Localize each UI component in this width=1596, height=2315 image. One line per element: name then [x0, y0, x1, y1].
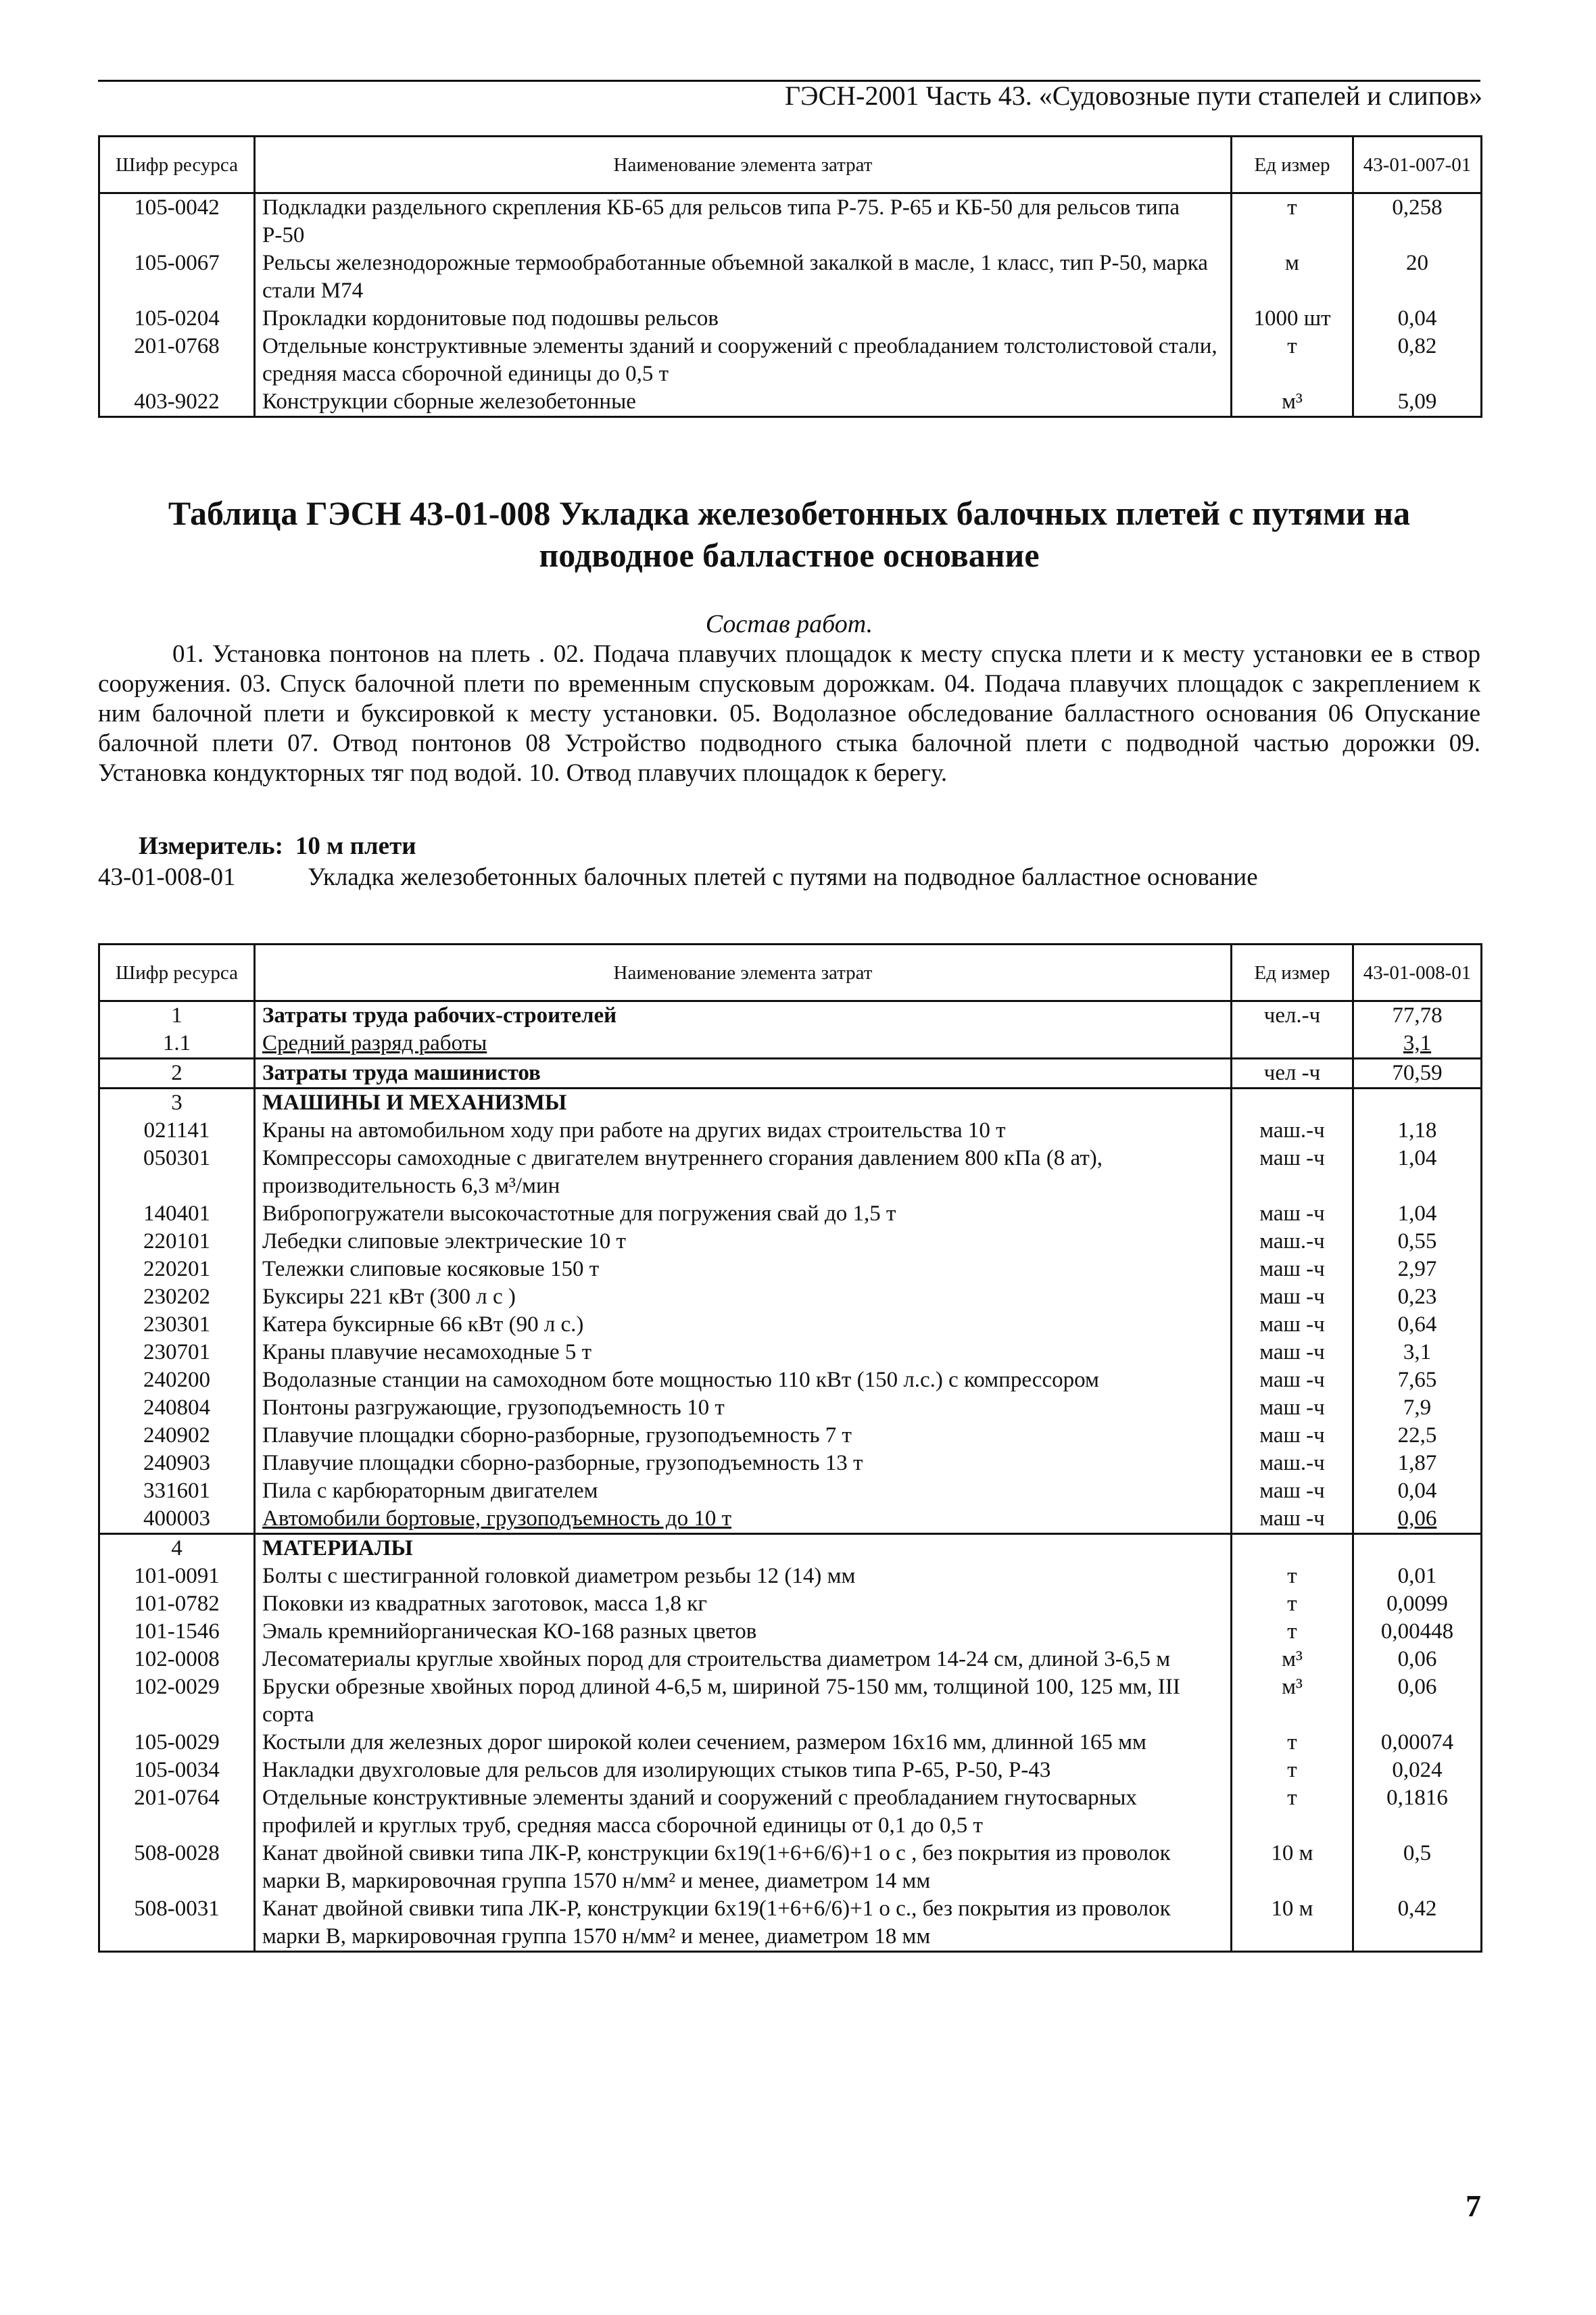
table-row — [99, 193, 1482, 250]
resource-name: Канат двойной свивки типа ЛК-Р, конструкции 6х19(1+6+6/6)+1 о с., без покрытия из проволок марки В, маркировочная группа 1570 н/мм² и менее, диаметром 18 мм — [255, 1895, 1232, 1952]
resource-value: 0,1816 — [1353, 1784, 1482, 1840]
table-row — [99, 1200, 1482, 1228]
composition-heading: Состав работ. — [705, 610, 873, 638]
resource-value: 5,09 — [1353, 388, 1482, 417]
resource-value: 7,65 — [1353, 1366, 1482, 1394]
resource-name: МАТЕРИАЛЫ — [255, 1534, 1232, 1563]
resource-name: Костыли для железных дорог широкой колеи сечением, размером 16х16 мм, длинной 165 мм — [255, 1729, 1232, 1757]
table-row — [99, 1228, 1482, 1256]
table-row — [99, 1784, 1482, 1840]
table-row — [99, 1283, 1482, 1311]
resource-value: 0,42 — [1353, 1895, 1482, 1952]
resource-name: Тележки слиповые косяковые 150 т — [255, 1256, 1232, 1283]
resource-name: Поковки из квадратных заготовок, масса 1,8 кг — [255, 1590, 1232, 1618]
resource-name: Затраты труда машинистов — [255, 1059, 1232, 1089]
header-name: Наименование элемента затрат — [255, 945, 1232, 1001]
table-row — [99, 1757, 1482, 1784]
table-row — [99, 1117, 1482, 1145]
resource-name: Понтоны разгружающие, грузоподъемность 10 т — [255, 1394, 1232, 1422]
resource-value: 0,0099 — [1353, 1590, 1482, 1618]
resource-unit: маш -ч — [1232, 1394, 1353, 1422]
meter-label: Измеритель: — [139, 832, 283, 860]
resource-code: 508-0031 — [99, 1895, 255, 1952]
resource-value: 0,06 — [1353, 1673, 1482, 1729]
resource-name: Болты с шестигранной головкой диаметром резьбы 12 (14) мм — [255, 1562, 1232, 1590]
resource-name: Лебедки слиповые электрические 10 т — [255, 1228, 1232, 1256]
resource-code: 220101 — [99, 1228, 255, 1256]
resource-value: 0,55 — [1353, 1228, 1482, 1256]
table-row — [99, 1673, 1482, 1729]
composition-text: 01. Установка понтонов на плеть . 02. Подача плавучих площадок к месту спуска плети и к месту установки ее в створ сооружения. 03. Спуск балочной плети по временным спусковым дорожкам. 04. Подача плавучих площадок с закреплением к ним балочной плети и буксировкой к месту установки. 05. Водолазное обследование балластного основания 06 Опускание балочной плети 07. Отвод понтонов 08 Устройство подводного стыка балочной плети с подводной частью дорожки 09. Установка кондукторных тяг под водой. 10. Отвод плавучих площадок к берегу. — [98, 640, 1480, 787]
resource-code: 220201 — [99, 1256, 255, 1283]
resource-value: 1,04 — [1353, 1145, 1482, 1200]
table-row — [99, 1311, 1482, 1339]
resource-unit: маш -ч — [1232, 1311, 1353, 1339]
resource-code: 201-0768 — [99, 333, 255, 388]
resource-value: 0,82 — [1353, 333, 1482, 388]
resource-code: 331601 — [99, 1477, 255, 1505]
table-row — [99, 1618, 1482, 1646]
resource-unit — [1232, 1534, 1353, 1563]
resource-value: 0,258 — [1353, 193, 1482, 250]
resource-unit: т — [1232, 1562, 1353, 1590]
resource-name: Подкладки раздельного скрепления КБ-65 для рельсов типа Р-75. Р-65 и КБ-50 для рельсов типа Р-50 — [255, 193, 1232, 250]
resource-code: 2 — [99, 1059, 255, 1089]
resource-name: Краны на автомобильном ходу при работе на других видах строительства 10 т — [255, 1117, 1232, 1145]
resource-name: Конструкции сборные железобетонные — [255, 388, 1232, 417]
resource-value: 77,78 — [1353, 1001, 1482, 1030]
resource-code: 105-0204 — [99, 305, 255, 333]
resource-value: 0,04 — [1353, 305, 1482, 333]
resource-unit: маш -ч — [1232, 1256, 1353, 1283]
resource-unit: т — [1232, 1729, 1353, 1757]
resource-unit: т — [1232, 333, 1353, 388]
resource-unit — [1232, 1089, 1353, 1118]
resource-name: Канат двойной свивки типа ЛК-Р, конструкции 6х19(1+6+6/6)+1 о с , без покрытия из проволок марки В, маркировочная группа 1570 н/мм² и менее, диаметром 14 мм — [255, 1840, 1232, 1895]
resource-unit: маш -ч — [1232, 1200, 1353, 1228]
resource-code: 230202 — [99, 1283, 255, 1311]
resource-code: 140401 — [99, 1200, 255, 1228]
resource-unit: маш -ч — [1232, 1477, 1353, 1505]
resource-code: 240804 — [99, 1394, 255, 1422]
resource-name: Пила с карбюраторным двигателем — [255, 1477, 1232, 1505]
resource-name: Вибропогружатели высокочастотные для погружения свай до 1,5 т — [255, 1200, 1232, 1228]
resource-code: 403-9022 — [99, 388, 255, 417]
resource-name: Лесоматериалы круглые хвойных пород для строительства диаметром 14-24 см, длиной 3-6,5 м — [255, 1646, 1232, 1673]
resource-value: 1,18 — [1353, 1117, 1482, 1145]
resource-code: 1.1 — [99, 1030, 255, 1059]
resource-unit: т — [1232, 1757, 1353, 1784]
resource-name: Плавучие площадки сборно-разборные, грузоподъемность 7 т — [255, 1422, 1232, 1450]
table-row — [99, 1895, 1482, 1952]
resource-value: 0,23 — [1353, 1283, 1482, 1311]
table-row — [99, 1256, 1482, 1283]
resource-unit: маш -ч — [1232, 1145, 1353, 1200]
norm-name: Укладка железобетонных балочных плетей с путями на подводное балластное основание — [308, 863, 1258, 891]
resource-code: 102-0008 — [99, 1646, 255, 1673]
resource-value — [1353, 1089, 1482, 1118]
resource-unit: 10 м — [1232, 1840, 1353, 1895]
table-row — [99, 1030, 1482, 1059]
resource-unit: 10 м — [1232, 1895, 1353, 1952]
table-row — [99, 1590, 1482, 1618]
resource-code: 400003 — [99, 1505, 255, 1534]
resource-name: Затраты труда рабочих-строителей — [255, 1001, 1232, 1030]
header-code: Шифр ресурса — [99, 137, 255, 193]
resource-value: 3,1 — [1353, 1030, 1482, 1059]
resource-unit: т — [1232, 1784, 1353, 1840]
table-row — [99, 1366, 1482, 1394]
resource-value: 20 — [1353, 249, 1482, 305]
resource-value: 22,5 — [1353, 1422, 1482, 1450]
resource-name: Плавучие площадки сборно-разборные, грузоподъемность 13 т — [255, 1450, 1232, 1477]
resource-name: Средний разряд работы — [255, 1030, 1232, 1059]
header-name: Наименование элемента затрат — [255, 137, 1232, 193]
resource-code: 105-0067 — [99, 249, 255, 305]
resource-value: 1,87 — [1353, 1450, 1482, 1477]
section-title: Таблица ГЭСН 43-01-008 Укладка железобетонных балочных плетей с путями на подводное балластное основание — [168, 494, 1411, 574]
resource-code: 105-0029 — [99, 1729, 255, 1757]
resource-code: 240200 — [99, 1366, 255, 1394]
resource-name: Отдельные конструктивные элементы зданий и сооружений с преобладанием гнутосварных профилей и круглых труб, средняя масса сборочной единицы от 0,1 до 0,5 т — [255, 1784, 1232, 1840]
resource-code: 230701 — [99, 1339, 255, 1366]
header-unit: Ед измер — [1232, 137, 1353, 193]
resource-value — [1353, 1534, 1482, 1563]
table-row — [99, 1646, 1482, 1673]
resource-value: 0,06 — [1353, 1505, 1482, 1534]
norm-code: 43-01-008-01 — [98, 863, 236, 891]
resource-value: 0,01 — [1353, 1562, 1482, 1590]
resource-name: Рельсы железнодорожные термообработанные объемной закалкой в масле, 1 класс, тип Р-50, марка стали М74 — [255, 249, 1232, 305]
header-rule — [98, 80, 1480, 82]
resource-code: 050301 — [99, 1145, 255, 1200]
resource-value: 0,024 — [1353, 1757, 1482, 1784]
resource-code: 105-0042 — [99, 193, 255, 250]
resource-unit — [1232, 1030, 1353, 1059]
resource-name: Катера буксирные 66 кВт (90 л с.) — [255, 1311, 1232, 1339]
resource-unit: маш -ч — [1232, 1283, 1353, 1311]
resource-code: 021141 — [99, 1117, 255, 1145]
resource-value: 1,04 — [1353, 1200, 1482, 1228]
resource-unit: м³ — [1232, 1673, 1353, 1729]
table-row — [99, 1477, 1482, 1505]
resource-unit: м³ — [1232, 388, 1353, 417]
table-row — [99, 249, 1482, 305]
page-number: 7 — [1466, 2189, 1481, 2223]
resource-unit: чел -ч — [1232, 1059, 1353, 1089]
table-row — [99, 1422, 1482, 1450]
table-row — [99, 388, 1482, 417]
resource-code: 105-0034 — [99, 1757, 255, 1784]
header-norm: 43-01-007-01 — [1353, 137, 1482, 193]
table-row — [99, 1145, 1482, 1200]
resource-code: 201-0764 — [99, 1784, 255, 1840]
running-header: ГЭСН-2001 Часть 43. «Судовозные пути стапелей и слипов» — [785, 80, 1482, 111]
table-row — [99, 1534, 1482, 1563]
norm-line — [98, 863, 1258, 892]
resource-value: 7,9 — [1353, 1394, 1482, 1422]
resource-unit: маш -ч — [1232, 1505, 1353, 1534]
table-row — [99, 1505, 1482, 1534]
resource-name: Отдельные конструктивные элементы зданий и сооружений с преобладанием толстолистовой стали, средняя масса сборочной единицы до 0,5 т — [255, 333, 1232, 388]
table-row — [99, 305, 1482, 333]
resource-code: 1 — [99, 1001, 255, 1030]
resource-unit: м³ — [1232, 1646, 1353, 1673]
resource-value: 0,5 — [1353, 1840, 1482, 1895]
table-row — [99, 1840, 1482, 1895]
meter-value: 10 м плети — [295, 832, 416, 860]
resource-value: 0,06 — [1353, 1646, 1482, 1673]
table-row — [99, 1729, 1482, 1757]
resource-value: 0,04 — [1353, 1477, 1482, 1505]
resource-unit: маш -ч — [1232, 1366, 1353, 1394]
table-row — [99, 1562, 1482, 1590]
table-row — [99, 1089, 1482, 1118]
resource-name: Накладки двухголовые для рельсов для изолирующих стыков типа Р-65, Р-50, Р-43 — [255, 1757, 1232, 1784]
header-unit: Ед измер — [1232, 945, 1353, 1001]
resource-unit: маш.-ч — [1232, 1117, 1353, 1145]
resource-name: Буксиры 221 кВт (300 л с ) — [255, 1283, 1232, 1311]
resource-unit: т — [1232, 193, 1353, 250]
resource-value: 3,1 — [1353, 1339, 1482, 1366]
resource-name: Водолазные станции на самоходном боте мощностью 110 кВт (150 л.с.) с компрессором — [255, 1366, 1232, 1394]
resource-code: 101-0091 — [99, 1562, 255, 1590]
table-row — [99, 1450, 1482, 1477]
resource-value: 0,64 — [1353, 1311, 1482, 1339]
resource-code: 240902 — [99, 1422, 255, 1450]
meter — [139, 832, 429, 861]
resource-code: 101-0782 — [99, 1590, 255, 1618]
resource-code: 508-0028 — [99, 1840, 255, 1895]
table-row — [99, 333, 1482, 388]
resource-table-main — [98, 943, 1482, 1953]
resource-unit: т — [1232, 1618, 1353, 1646]
resource-name: Прокладки кордонитовые под подошвы рельсов — [255, 305, 1232, 333]
resource-unit: м — [1232, 249, 1353, 305]
resource-code: 240903 — [99, 1450, 255, 1477]
resource-value: 0,00448 — [1353, 1618, 1482, 1646]
resource-unit: т — [1232, 1590, 1353, 1618]
resource-unit: 1000 шт — [1232, 305, 1353, 333]
resource-table-top — [98, 135, 1482, 418]
resource-value: 2,97 — [1353, 1256, 1482, 1283]
resource-name: Автомобили бортовые, грузоподъемность до 10 т — [255, 1505, 1232, 1534]
header-norm: 43-01-008-01 — [1353, 945, 1482, 1001]
resource-name: Краны плавучие несамоходные 5 т — [255, 1339, 1232, 1366]
header-code: Шифр ресурса — [99, 945, 255, 1001]
table-row — [99, 1059, 1482, 1089]
resource-unit: маш.-ч — [1232, 1228, 1353, 1256]
resource-code: 4 — [99, 1534, 255, 1563]
resource-unit: чел.-ч — [1232, 1001, 1353, 1030]
resource-code: 102-0029 — [99, 1673, 255, 1729]
resource-unit: маш -ч — [1232, 1339, 1353, 1366]
resource-name: Бруски обрезные хвойных пород длиной 4-6,5 м, шириной 75-150 мм, толщиной 100, 125 мм, III сорта — [255, 1673, 1232, 1729]
table-row — [99, 1339, 1482, 1366]
resource-value: 70,59 — [1353, 1059, 1482, 1089]
table-row — [99, 1394, 1482, 1422]
resource-unit: маш -ч — [1232, 1422, 1353, 1450]
resource-name: Компрессоры самоходные с двигателем внутреннего сгорания давлением 800 кПа (8 ат), производительность 6,3 м³/мин — [255, 1145, 1232, 1200]
resource-code: 3 — [99, 1089, 255, 1118]
table-row — [99, 1001, 1482, 1030]
resource-name: МАШИНЫ И МЕХАНИЗМЫ — [255, 1089, 1232, 1118]
resource-name: Эмаль кремнийорганическая КО-168 разных цветов — [255, 1618, 1232, 1646]
resource-code: 230301 — [99, 1311, 255, 1339]
resource-unit: маш.-ч — [1232, 1450, 1353, 1477]
resource-code: 101-1546 — [99, 1618, 255, 1646]
resource-value: 0,00074 — [1353, 1729, 1482, 1757]
